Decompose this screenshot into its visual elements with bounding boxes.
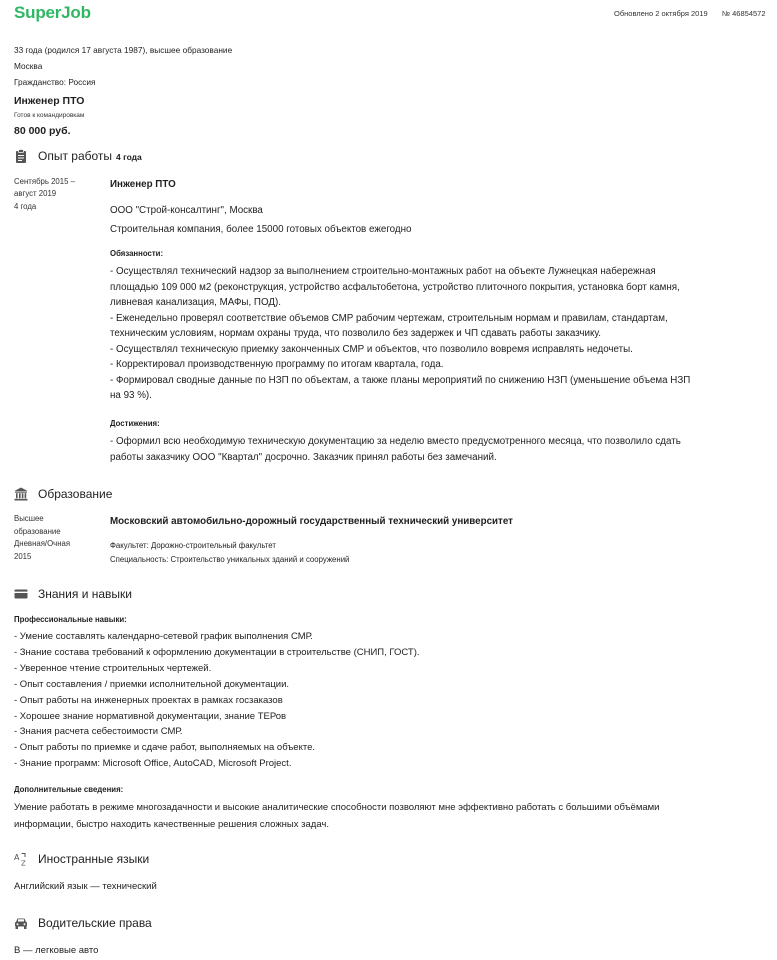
company-description: Строительная компания, более 15000 готовых объектов ежегодно xyxy=(110,224,412,235)
personal-info xyxy=(14,42,232,90)
skill-item: - Хорошее знание нормативной документации, знание ТЕРов xyxy=(14,710,287,722)
education-title: Образование xyxy=(38,487,113,501)
period-end: август 2019 xyxy=(14,188,57,198)
languages-section-header xyxy=(14,852,149,866)
duty-line: на 93 %). xyxy=(110,390,152,401)
education-section-header xyxy=(14,487,112,501)
languages-title: Иностранные языки xyxy=(38,852,150,866)
education-year: 2015 xyxy=(14,551,32,561)
svg-text:Z: Z xyxy=(21,859,26,866)
city: Москва xyxy=(14,61,43,71)
duty-line: площадью 109 000 м2 (реконструкция, устройство асфальтобетона, устройство плиточного покрытия, установка борт камня, xyxy=(110,281,680,293)
skill-item: - Знания расчета себестоимости СМР. xyxy=(14,726,183,738)
education-meta xyxy=(14,513,94,563)
faculty: Факультет: Дорожно-строительный факультет xyxy=(110,541,276,550)
driving-category: B — легковые авто xyxy=(14,945,99,956)
additional-info xyxy=(14,799,762,833)
duty-line: - Еженедельно проверял соответствие объемов СМР рабочим чертежам, строительным нормам и правилам, стандартам, xyxy=(110,312,668,324)
age-education: 33 года (родился 17 августа 1987), высшее образование xyxy=(14,45,233,55)
updated-date: Обновлено 2 октября 2019 xyxy=(614,9,708,18)
institution-icon xyxy=(14,487,28,501)
additional-info-label: Дополнительные сведения: xyxy=(14,785,124,794)
duty-line: - Формировал сводные данные по НЗП по объектам, а также планы мероприятий по снижению НЗП (уменьшение объема НЗП xyxy=(110,374,691,386)
citizenship: Гражданство: Россия xyxy=(14,77,96,87)
education-level-2: образование xyxy=(14,526,61,536)
job-title: Инженер ПТО xyxy=(110,179,176,190)
additional-line: информации, быстро находить качественные решения сложных задач. xyxy=(14,819,329,830)
skill-item: - Уверенное чтение строительных чертежей. xyxy=(14,662,212,674)
skill-item: - Знание программ: Microsoft Office, AutoCAD, Microsoft Project. xyxy=(14,758,292,770)
superjob-logo[interactable]: SuperJob xyxy=(14,3,91,22)
driving-title: Водительские права xyxy=(38,916,152,930)
professional-skills-label: Профессиональные навыки: xyxy=(14,615,127,624)
duties-list xyxy=(110,264,750,404)
period-duration: 4 года xyxy=(14,202,37,211)
duty-line: техническим условиям, нормам охраны труда, что позволило без задержек и ЧП сдавать работы заказчику. xyxy=(110,328,602,339)
salary: 80 000 руб. xyxy=(14,125,71,137)
experience-total: 4 года xyxy=(116,152,142,162)
card-icon xyxy=(14,587,28,601)
skill-item: - Опыт составления / приемки исполнительной документации. xyxy=(14,678,290,690)
skill-item: - Опыт работы на инженерных проектах в рамках госзаказов xyxy=(14,694,283,706)
achievement-line: - Оформил всю необходимую техническую документацию за неделю вместо предусмотренного месяца, что позволило сдать xyxy=(110,436,681,447)
duty-line: - Корректировал производственную программу по итогам квартала, года. xyxy=(110,359,444,370)
company-name: ООО "Строй-консалтинг", Москва xyxy=(110,205,263,216)
car-icon xyxy=(14,916,28,930)
skills-section-header xyxy=(14,587,132,601)
experience-period xyxy=(14,176,94,213)
translate-icon xyxy=(14,852,28,866)
position-title: Инженер ПТО xyxy=(14,95,85,107)
svg-text:A: A xyxy=(14,853,20,862)
header xyxy=(14,0,766,30)
additional-line: Умение работать в режиме многозадачности и высокие аналитические способности позволяют мне эффективно работать с большими объёмами xyxy=(14,802,660,813)
clipboard-icon xyxy=(14,149,28,163)
skill-item: - Опыт работы по приемке и сдаче работ, выполняемых на объекте. xyxy=(14,742,315,754)
achievements-label: Достижения: xyxy=(110,419,160,428)
resume-number: № 46854572 xyxy=(722,9,766,18)
period-start: Сентябрь 2015 – xyxy=(14,177,75,186)
duty-line: ливневая канализация, МАФы, ПОД). xyxy=(110,297,281,308)
duties-label: Обязанности: xyxy=(110,249,164,258)
achievements-list xyxy=(110,434,750,465)
achievement-line: работы заказчику ООО "Квартал" досрочно. Заказчик принял работы без замечаний. xyxy=(110,451,497,463)
business-trips: Готов к командировкам xyxy=(14,112,85,119)
education-level-1: Высшее xyxy=(14,514,44,523)
experience-title: Опыт работы xyxy=(38,149,113,163)
skills-title: Знания и навыки xyxy=(38,587,133,601)
education-form: Дневная/Очная xyxy=(14,539,71,548)
language-english: Английский язык — технический xyxy=(14,881,157,892)
duty-line: - Осуществлял технический надзор за выполнением строительно-монтажных работ на объекте Лужнецкая набережная xyxy=(110,266,656,277)
skills-list xyxy=(14,629,762,772)
skill-item: - Знание состава требований к оформлению документации в строительстве (СНИП, ГОСТ). xyxy=(14,646,420,658)
skill-item: - Умение составлять календарно-сетевой график выполнения СМР. xyxy=(14,631,313,642)
experience-section-header xyxy=(14,149,142,163)
specialty: Специальность: Строительство уникальных зданий и сооружений xyxy=(110,555,350,564)
duty-line: - Осуществлял техническую приемку законченных СМР и объектов, что позволило вовремя исправлять недочеты. xyxy=(110,343,633,355)
driving-section-header xyxy=(14,916,152,930)
university-name: Московский автомобильно-дорожный государственный технический университет xyxy=(110,516,513,527)
